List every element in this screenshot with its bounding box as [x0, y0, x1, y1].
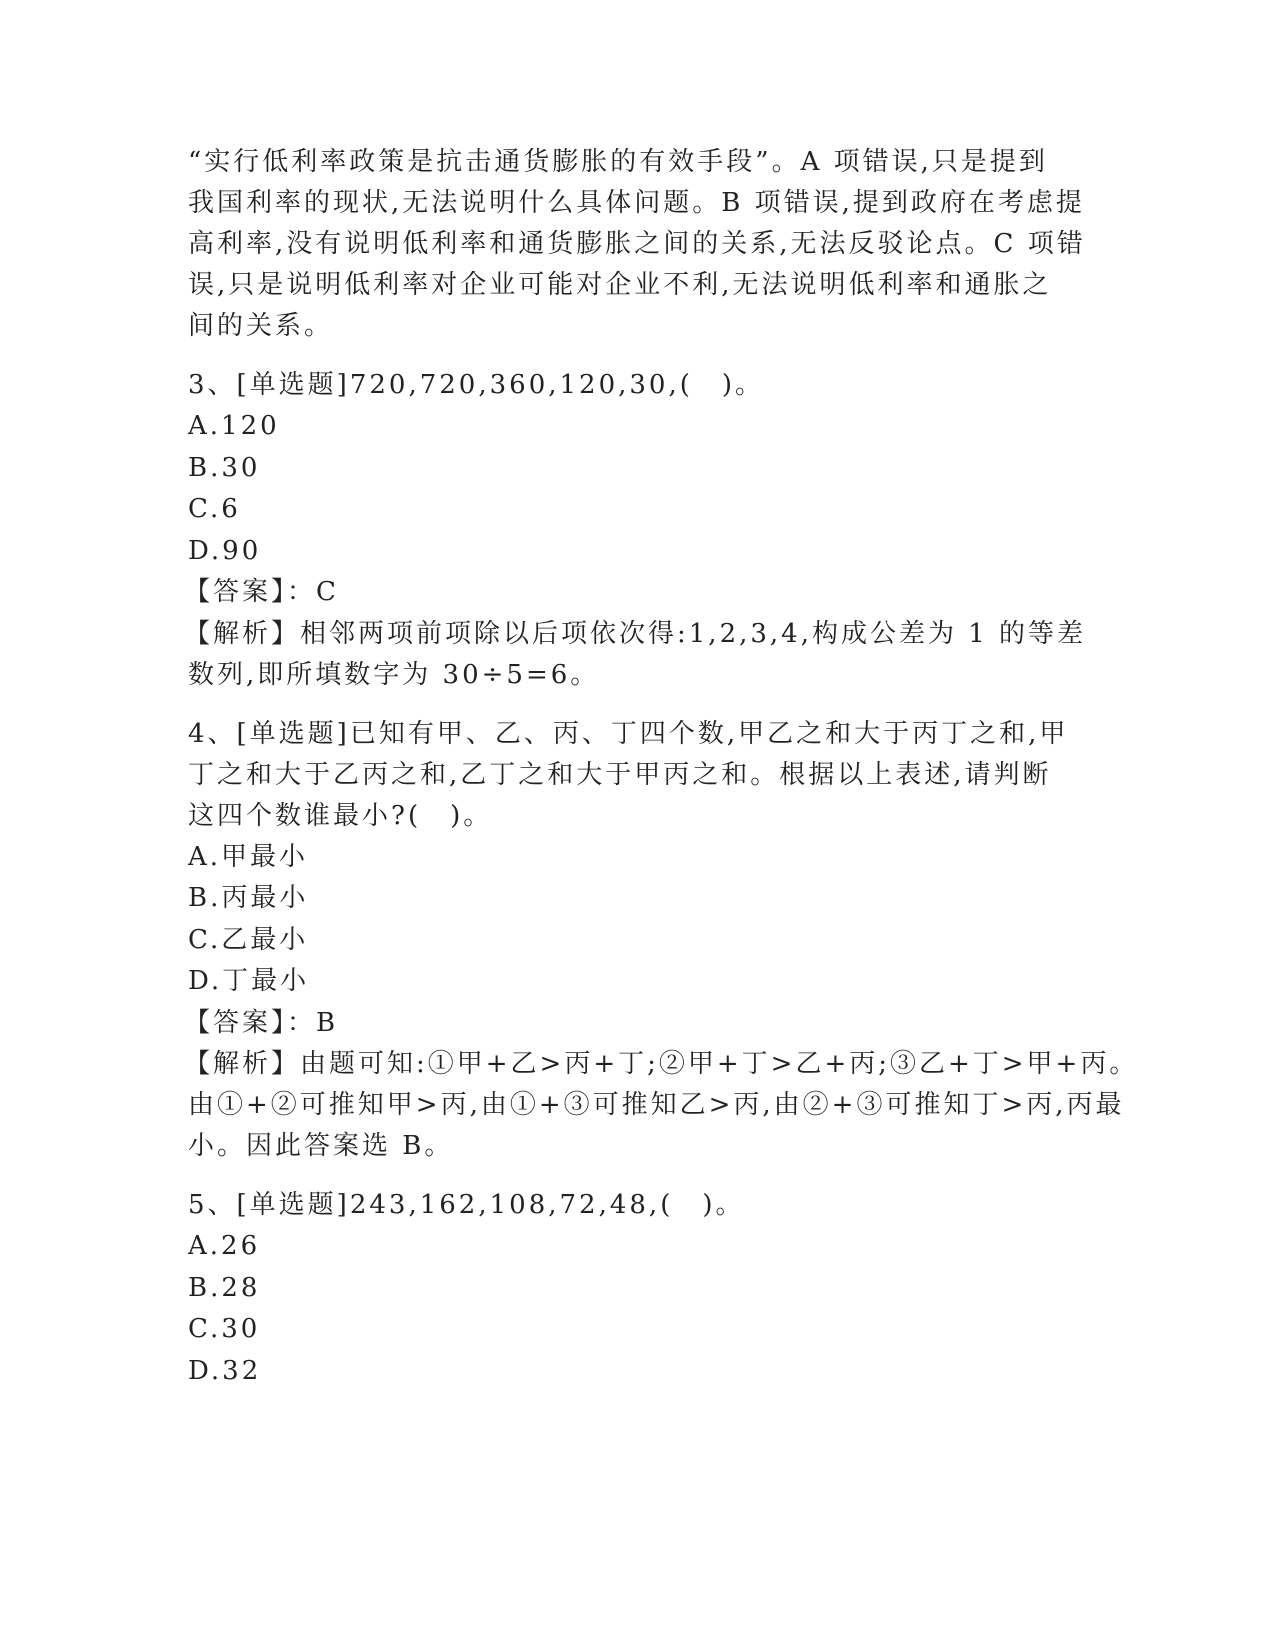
question-stem-line: 4、[单选题]已知有甲、乙、丙、丁四个数,甲乙之和大于丙丁之和,甲: [188, 718, 1069, 749]
option-a: A.甲最小: [188, 841, 309, 872]
option-d: D.丁最小: [188, 966, 310, 996]
question-stem-line: 3、[单选题]720,720,360,120,30,( )。: [188, 370, 765, 400]
intro-paragraph: [188, 142, 1086, 347]
intro-line: “实行低利率政策是抗击通货膨胀的有效手段”。A 项错误,只是提到: [188, 147, 1048, 177]
document-page: [184, 142, 1139, 1392]
intro-line: 高利率,没有说明低利率和通货膨胀之间的关系,无法反驳论点。C 项错: [188, 229, 1086, 259]
option-a: A.26: [188, 1231, 261, 1261]
analysis-line: 由①+②可推知甲>丙,由①+③可推知乙>丙,由②+③可推知丁>丙,丙最: [188, 1090, 1125, 1120]
option-c: C.乙最小: [188, 924, 309, 955]
question-stem-line: 丁之和大于乙丙之和,乙丁之和大于甲丙之和。根据以上表述,请判断: [188, 759, 1052, 790]
intro-line: 误,只是说明低利率对企业可能对企业不利,无法说明低利率和通胀之: [188, 270, 1052, 300]
analysis-line: 小。因此答案选 B。: [188, 1131, 454, 1161]
option-b: B.丙最小: [188, 883, 309, 913]
analysis-line: 【解析】相邻两项前项除以后项依次得:1,2,3,4,构成公差为 1 的等差: [184, 618, 1087, 649]
question-stem-line: 这四个数谁最小?( )。: [188, 800, 493, 831]
answer-line: 【答案】：C: [184, 577, 339, 607]
option-c: C.6: [188, 494, 241, 524]
question-stem: [188, 714, 1078, 837]
answer-line: 【答案】：B: [184, 1007, 339, 1038]
option-b: B.30: [188, 452, 261, 483]
question-3: [184, 365, 1087, 696]
analysis-block: [184, 614, 1087, 696]
option-c: C.30: [188, 1314, 261, 1344]
question-stem-line: 5、[单选题]243,162,108,72,48,( )。: [188, 1190, 745, 1220]
question-4: [184, 714, 1139, 1168]
option-b: B.28: [188, 1272, 261, 1303]
analysis-block: [184, 1044, 1139, 1167]
question-5: [188, 1185, 1078, 1392]
option-d: D.32: [188, 1355, 262, 1386]
analysis-line: 【解析】由题可知:①甲+乙>丙+丁;②甲+丁>乙+丙;③乙+丁>甲+丙。: [184, 1049, 1139, 1079]
analysis-line: 数列,即所填数字为 30÷5=6。: [188, 659, 600, 690]
question-stem: [188, 1185, 1078, 1226]
intro-line: 我国利率的现状,无法说明什么具体问题。B 项错误,提到政府在考虑提: [188, 188, 1085, 218]
question-stem: [188, 365, 1078, 406]
intro-line: 间的关系。: [188, 311, 334, 341]
option-a: A.120: [188, 411, 280, 441]
option-d: D.90: [188, 535, 262, 566]
